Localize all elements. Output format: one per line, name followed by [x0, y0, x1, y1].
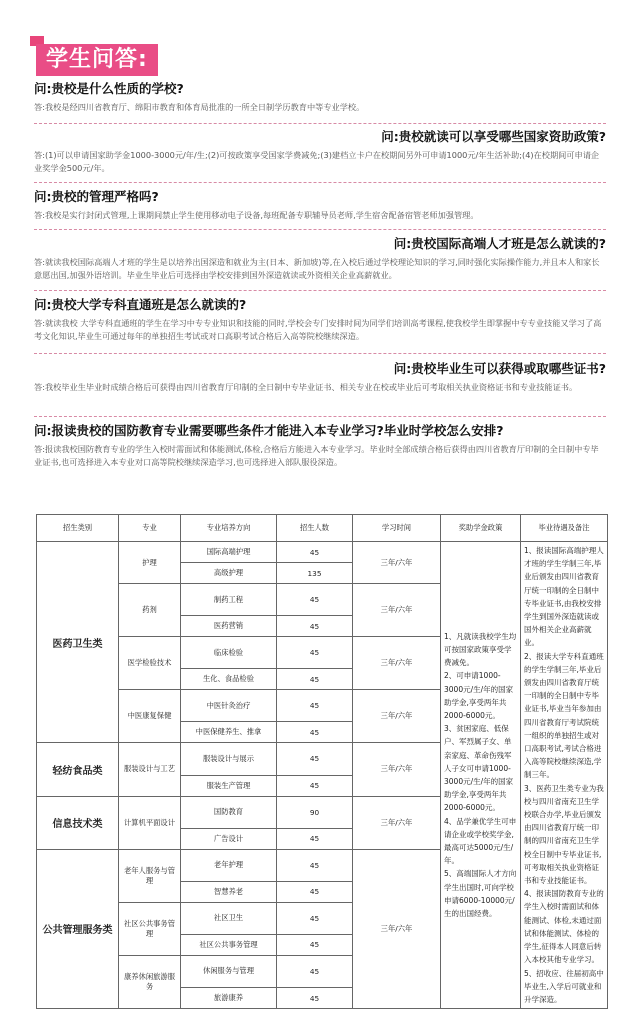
category-cell: 信息技术类 [37, 796, 119, 849]
major-cell: 护理 [119, 542, 181, 584]
time-cell: 三年/六年 [353, 796, 441, 849]
answer: 答:就读我校国际高端人才班的学生是以培养出国深造和就业为主(日本、新加坡)等,在入校后通过学校理论知识的学习,同时强化实际操作能力,并且本人和家长意愿出国,加强外语培训。毕业生毕业后可选择由学校安排到国外深造就读或外资相关企业高薪就业。 [34, 257, 600, 280]
count-cell: 135 [277, 563, 353, 584]
direction-cell: 智慧养老 [181, 881, 277, 902]
count-cell: 45 [277, 775, 353, 796]
direction-cell: 服装设计与展示 [181, 743, 277, 775]
major-cell: 中医康复保健 [119, 690, 181, 743]
major-cell: 康养休闲旅游服务 [119, 955, 181, 1008]
count-cell: 45 [277, 849, 353, 881]
answer: 答:我校是实行封闭式管理,上课期间禁止学生使用移动电子设备,每班配备专职辅导员老师,学生宿舍配备宿管老师加强管理。 [34, 210, 479, 220]
divider [34, 290, 606, 291]
col-header: 专业 [119, 515, 181, 542]
direction-cell: 休闲服务与管理 [181, 955, 277, 987]
answer: 答:我校毕业生毕业时成绩合格后可获得由四川省教育厅印制的全日制中专毕业证书、相关专业在校或毕业后可考取相关执业资格证书和专业技能证书。 [34, 382, 578, 392]
col-header: 专业培养方向 [181, 515, 277, 542]
col-header: 奖助学金政策 [441, 515, 521, 542]
remarks-text: 1、报读国际高端护理人才班的学生学制三年,毕业后颁发由四川省教育厅统一印制的全日制中专毕业证书,由我校安排学生到国外深造就读或国外相关企业高薪就业。 2、报读大学专科直通班的学生学制三年,毕业后颁发由四川省教育厅统一印制的全日制中专毕业证书,毕业当年参加由四川省教育厅考试院统一组织的单独招生或对口高职考试,考试合格进入高等院校继续深造,学制三年。 3、医药卫生类专业为我校与四川省南充卫生学校联合办学,毕业后颁发由四川省教育厅统一印制的四川省南充卫生学校全日制中专毕业证书,可考取相关执业资格证书和专业技能证书。 4、报读国防教育专业的学生入校时需面试和体能测试、体检,未通过面试和体能测试、体检的学生,征得本人同意后转入本校其他专业学习。 5、招收应、往届初高中毕业生,入学后可就业和升学深造。 [524, 546, 604, 1004]
count-cell: 45 [277, 690, 353, 722]
question: 问:贵校的管理严格吗? [34, 189, 159, 204]
answer: 答:(1)可以申请国家助学金1000-3000元/年/生;(2)可按政策享受国家学费减免;(3)建档立卡户在校期间另外可申请1000元/年生活补助;(4)在校期间可申请企业奖学金500元/年。 [34, 150, 600, 173]
major-cell: 计算机平面设计 [119, 796, 181, 849]
qa-item [34, 128, 606, 174]
qa-item [34, 422, 606, 468]
policy-text: 1、凡就读我校学生均可按国家政策享受学费减免。 2、可申请1000-3000元/生/年的国家助学金,享受两年共2000-6000元。 3、贫困家庭、低保户、军烈属子女、单亲家庭、革命伤残军人子女可申请1000-3000元/生/年的国家助学金,享受两年共2000-6000元。 4、品学兼优学生可申请企业或学校奖学金,最高可达5000元/生/年。 5、高端国际人才方向学生出国时,可向学校申请6000-10000元/生的出国经费。 [444, 631, 517, 919]
col-header: 毕业待遇及备注 [521, 515, 608, 542]
time-cell: 三年/六年 [353, 542, 441, 584]
question: 问:贵校就读可以享受哪些国家资助政策? [381, 129, 606, 144]
direction-cell: 社区公共事务管理 [181, 934, 277, 955]
time-cell: 三年/六年 [353, 690, 441, 743]
direction-cell: 高级护理 [181, 563, 277, 584]
major-cell: 社区公共事务管理 [119, 902, 181, 955]
table-row [37, 542, 608, 563]
qa-item [34, 235, 606, 281]
direction-cell: 社区卫生 [181, 902, 277, 934]
count-cell: 45 [277, 542, 353, 563]
direction-cell: 医药营销 [181, 616, 277, 637]
divider [34, 123, 606, 124]
count-cell: 45 [277, 616, 353, 637]
divider [34, 182, 606, 183]
table-header-row [37, 515, 608, 542]
time-cell: 三年/六年 [353, 637, 441, 690]
direction-cell: 中医保健养生、推拿 [181, 722, 277, 743]
direction-cell: 中医针灸治疗 [181, 690, 277, 722]
count-cell: 45 [277, 934, 353, 955]
divider [34, 229, 606, 230]
direction-cell: 服装生产管理 [181, 775, 277, 796]
divider [34, 416, 606, 417]
major-cell: 老年人服务与管理 [119, 849, 181, 902]
col-header: 招生人数 [277, 515, 353, 542]
answer: 答:报读我校国防教育专业的学生入校时需面试和体能测试,体检,合格后方能进入本专业学习。毕业时全部成绩合格后获得由四川省教育厅印制的全日制中专毕业证书,也可选择进入本专业对口高等院校继续深造学习,也可选择进入部队服役深造。 [34, 444, 599, 467]
direction-cell: 老年护理 [181, 849, 277, 881]
policy-cell [441, 542, 521, 1009]
direction-cell: 广告设计 [181, 828, 277, 849]
qa-item [34, 80, 606, 114]
count-cell: 45 [277, 828, 353, 849]
question: 问:贵校毕业生可以获得或取哪些证书? [393, 361, 606, 376]
remarks-cell [521, 542, 608, 1009]
major-cell: 药剂 [119, 584, 181, 637]
major-cell: 服装设计与工艺 [119, 743, 181, 796]
question: 问:贵校国际高端人才班是怎么就读的? [393, 236, 606, 251]
page-title: 学生问答: [36, 44, 158, 76]
answer: 答:我校是经四川省教育厅、绵阳市教育和体育局批准的一所全日制学历教育中等专业学校。 [34, 102, 365, 112]
qa-item [34, 188, 606, 222]
direction-cell: 国际高端护理 [181, 542, 277, 563]
direction-cell: 旅游康养 [181, 988, 277, 1009]
question: 问:贵校大学专科直通班是怎么就读的? [34, 297, 247, 312]
count-cell: 45 [277, 988, 353, 1009]
direction-cell: 制药工程 [181, 584, 277, 616]
divider [34, 353, 606, 354]
major-cell: 医学检验技术 [119, 637, 181, 690]
count-cell: 45 [277, 955, 353, 987]
qa-item [34, 296, 606, 342]
count-cell: 45 [277, 881, 353, 902]
col-header: 学习时间 [353, 515, 441, 542]
direction-cell: 国防教育 [181, 796, 277, 828]
answer: 答:就读我校 大学专科直通班的学生在学习中专专业知识和技能的同时,学校会专门安排时间为同学们培训高考课程,使我校学生即掌握中专专业技能又学习了高考文化知识,毕业生可通过每年的单独招生考试或对口高职考试合格后入高等院校继续深造。 [34, 318, 602, 341]
category-cell: 医药卫生类 [37, 542, 119, 743]
qa-item [34, 360, 606, 394]
count-cell: 45 [277, 722, 353, 743]
count-cell: 45 [277, 669, 353, 690]
count-cell: 45 [277, 743, 353, 775]
col-header: 招生类别 [37, 515, 119, 542]
time-cell: 三年/六年 [353, 584, 441, 637]
question: 问:贵校是什么性质的学校? [34, 81, 184, 96]
count-cell: 90 [277, 796, 353, 828]
time-cell: 三年/六年 [353, 743, 441, 796]
count-cell: 45 [277, 637, 353, 669]
question: 问:报读贵校的国防教育专业需要哪些条件才能进入本专业学习?毕业时学校怎么安排? [34, 423, 504, 438]
time-cell: 三年/六年 [353, 849, 441, 1008]
count-cell: 45 [277, 584, 353, 616]
direction-cell: 生化、食品检验 [181, 669, 277, 690]
admission-table [36, 514, 608, 1009]
category-cell: 轻纺食品类 [37, 743, 119, 796]
count-cell: 45 [277, 902, 353, 934]
category-cell: 公共管理服务类 [37, 849, 119, 1008]
direction-cell: 临床检验 [181, 637, 277, 669]
